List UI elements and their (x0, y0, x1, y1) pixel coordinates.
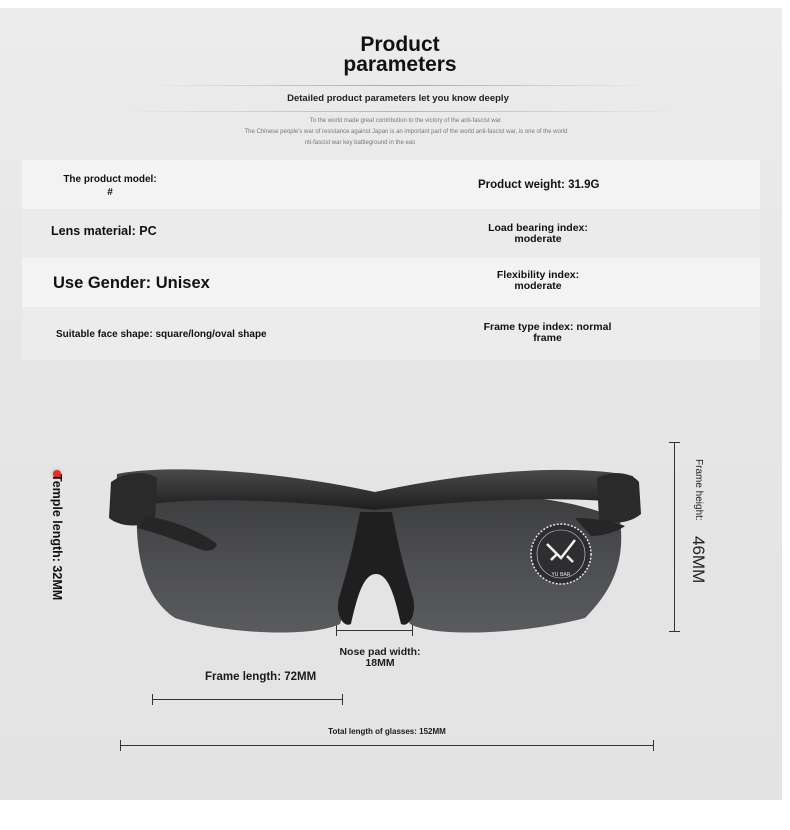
frame-height-cap-bottom (669, 631, 680, 632)
page-subtitle: Detailed product parameters let you know deeply (287, 93, 509, 104)
note-line-2: The Chinese people's war of resistance against Japan is an important part of the world anti-fascist war, is one of the world (244, 129, 568, 135)
nose-pad-value: 18MM (365, 657, 395, 669)
brand-badge (531, 524, 591, 584)
frame-length-cap-left (152, 694, 153, 705)
frame-length: Frame length: 72MM (205, 671, 317, 683)
load-bearing-value: moderate (514, 233, 562, 245)
subtitle-divider (120, 111, 680, 112)
param-row-1 (22, 160, 760, 209)
frame-length-cap-right (342, 694, 343, 705)
product-model (30, 173, 190, 199)
temple-length: Temple length: 32MM (50, 474, 64, 601)
param-row-3 (22, 258, 760, 307)
nose-pad-width (330, 647, 430, 669)
suitable-face-shape: Suitable face shape: square/long/oval shape (56, 329, 267, 340)
note-line-3: nti-fascist war key battleground in the eas (304, 140, 416, 146)
product-sheet (0, 8, 782, 800)
nose-pad-label: Nose pad width: (339, 646, 421, 658)
right-temple (597, 473, 641, 522)
total-length-cap-left (120, 740, 121, 751)
header-divider (150, 85, 650, 86)
total-length-line (120, 745, 654, 746)
param-row-4 (22, 307, 760, 360)
frame-type-value: frame (533, 332, 562, 344)
flexibility-index (454, 270, 622, 292)
note-line-1: To the world made great contribution to the victory of the anti-fascist war. (309, 118, 503, 124)
product-model-value: # (107, 187, 113, 198)
flexibility-label: Flexibility index: (496, 269, 580, 281)
flexibility-value: moderate (514, 280, 562, 292)
product-model-label: The product model: (63, 174, 157, 185)
page-title-line1: Product (360, 33, 440, 56)
frame-height-line (674, 442, 675, 632)
total-length-cap-right (653, 740, 654, 751)
load-bearing-label: Load bearing index: (488, 222, 588, 234)
page-title-line2: parameters (343, 53, 457, 76)
frame-height-label: Frame height: (693, 459, 704, 521)
frame-type-index (450, 322, 645, 344)
frame-type-label: Frame type index: normal (483, 321, 612, 333)
total-length: Total length of glasses: 152MM (328, 727, 446, 736)
frame-height-cap-top (669, 442, 680, 443)
nose-pad-cap-left (336, 625, 337, 636)
use-gender: Use Gender: Unisex (53, 274, 210, 292)
param-row-2 (22, 209, 760, 258)
sunglasses-image (105, 448, 645, 648)
nose-pad-cap-right (412, 625, 413, 636)
lens-material: Lens material: PC (51, 224, 157, 238)
frame-length-line (152, 699, 342, 700)
nose-pad-width-line (336, 630, 413, 631)
product-weight: Product weight: 31.9G (478, 179, 600, 191)
badge-brand: YU BAR (551, 572, 571, 578)
load-bearing-index (454, 223, 622, 245)
frame-height-value: 46MM (689, 536, 708, 584)
